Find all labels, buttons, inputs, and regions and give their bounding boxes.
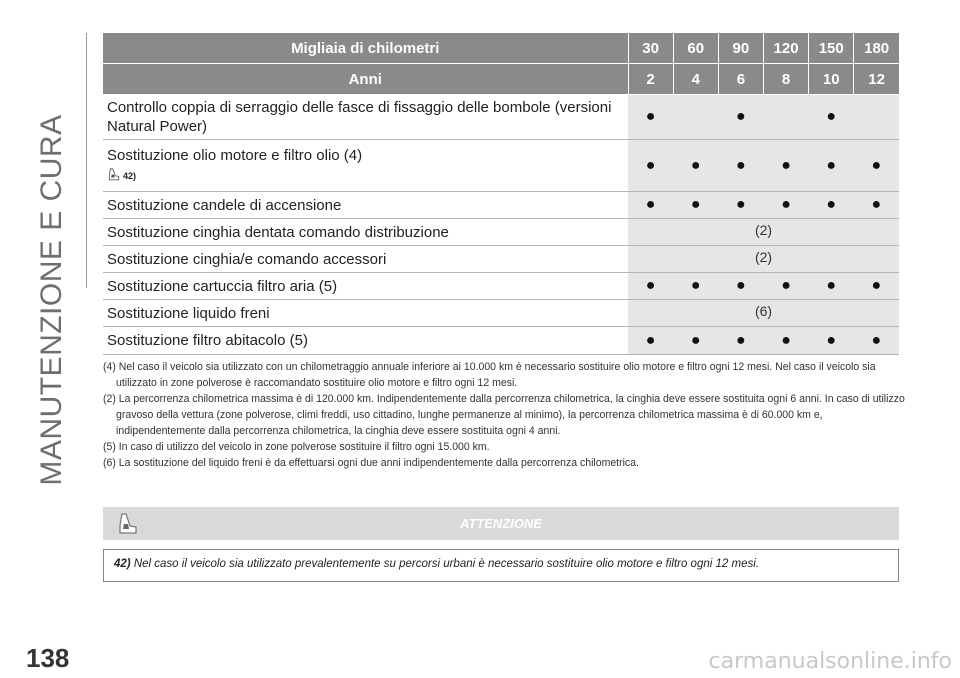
interval-dot: ● (854, 192, 899, 219)
header-row-years (103, 64, 899, 95)
table-row (103, 300, 899, 327)
interval-dot: ● (809, 192, 854, 219)
interval-dot: ● (854, 273, 899, 300)
row-label-text: Sostituzione cinghia dentata comando distribuzione (107, 223, 449, 241)
row-label (103, 219, 628, 246)
interval-dot: ● (854, 140, 899, 192)
interval-dot: ● (718, 192, 763, 219)
attention-title: ATTENZIONE (459, 516, 543, 531)
interval-dot: ● (718, 95, 763, 140)
header-years-value: 6 (718, 64, 763, 95)
row-label (103, 300, 628, 327)
interval-dot: ● (628, 140, 673, 192)
attention-text: Nel caso il veicolo sia utilizzato prevalentemente su percorsi urbani è necessario sostituire olio motore e filtro ogni 12 mesi. (133, 558, 759, 570)
interval-dot: ● (809, 95, 854, 140)
interval-dot: ● (809, 140, 854, 192)
table-row (103, 246, 899, 273)
interval-dot: ● (854, 327, 899, 355)
page-number: 138 (26, 643, 70, 673)
footnote-4: (4) Nel caso il veicolo sia utilizzato con un chilometraggio annuale inferiore ai 10.000 km è necessario sostituire olio motore e filtro ogni 12 mesi. Nel caso il veicolo sia utilizzato in zone polverose è raccomandato sostituire olio motore e filtro ogni 12 mesi. (103, 361, 876, 389)
row-label-text: Sostituzione olio motore e filtro olio (4) (107, 146, 363, 164)
interval-dot: ● (763, 192, 808, 219)
attention-ref: 42) (114, 558, 131, 570)
interval-note-cell: (2) (628, 246, 899, 273)
row-label (103, 327, 628, 355)
maintenance-table (103, 33, 899, 355)
header-km-value: 90 (718, 33, 763, 64)
header-km-value: 30 (628, 33, 673, 64)
interval-dot: ● (673, 140, 718, 192)
interval-dot: ● (763, 273, 808, 300)
header-years-value: 10 (809, 64, 854, 95)
table-row (103, 192, 899, 219)
interval-empty (763, 95, 808, 140)
header-years-label: Anni (103, 64, 628, 95)
interval-dot: ● (718, 140, 763, 192)
row-label-text: Sostituzione candele di accensione (107, 196, 342, 214)
attention-text-line (114, 558, 759, 570)
row-label-text: Sostituzione cartuccia filtro aria (5) (107, 277, 338, 295)
row-label-text: Controllo coppia di serraggio delle fasce di fissaggio delle bombole (versioni Natural Power) (107, 99, 612, 135)
header-km-value: 120 (763, 33, 808, 64)
footnote-5: (5) In caso di utilizzo del veicolo in zone polverose sostituire il filtro ogni 15.000 km. (103, 441, 490, 453)
interval-dot: ● (628, 273, 673, 300)
interval-dot: ● (718, 273, 763, 300)
interval-dot: ● (763, 140, 808, 192)
interval-empty (673, 95, 718, 140)
table-row (103, 327, 899, 355)
header-km-value: 150 (809, 33, 854, 64)
footnotes (103, 359, 905, 471)
header-years-value: 4 (673, 64, 718, 95)
row-label (103, 140, 628, 192)
interval-dot: ● (628, 192, 673, 219)
header-years-value: 2 (628, 64, 673, 95)
interval-dot: ● (673, 327, 718, 355)
header-km-value: 60 (673, 33, 718, 64)
row-reference (107, 165, 624, 186)
table-row (103, 140, 899, 192)
interval-dot: ● (763, 327, 808, 355)
table-row (103, 95, 899, 140)
interval-dot: ● (673, 192, 718, 219)
interval-dot: ● (718, 327, 763, 355)
header-row-km (103, 33, 899, 64)
interval-note-cell: (6) (628, 300, 899, 327)
row-label-text: Sostituzione liquido freni (107, 304, 270, 322)
table-row (103, 273, 899, 300)
header-years-value: 8 (763, 64, 808, 95)
interval-dot: ● (628, 95, 673, 140)
row-label (103, 192, 628, 219)
row-label (103, 246, 628, 273)
attention-header (103, 507, 899, 540)
row-label-text: Sostituzione cinghia/e comando accessori (107, 250, 387, 268)
interval-dot: ● (628, 327, 673, 355)
watermark: carmanualsonline.info (708, 649, 952, 674)
table-row (103, 219, 899, 246)
interval-note-cell: (2) (628, 219, 899, 246)
maintenance-section (103, 33, 905, 471)
side-divider (86, 33, 87, 288)
interval-dot: ● (809, 273, 854, 300)
header-km-value: 180 (854, 33, 899, 64)
interval-dot: ● (673, 273, 718, 300)
header-years-value: 12 (854, 64, 899, 95)
row-label-text: Sostituzione filtro abitacolo (5) (107, 332, 308, 349)
row-label (103, 95, 628, 140)
footnote-6: (6) La sostituzione del liquido freni è da effettuarsi ogni due anni indipendentemente dalla percorrenza chilometrica. (103, 457, 639, 469)
interval-dot: ● (809, 327, 854, 355)
side-chapter-title: MANUTENZIONE E CURA (35, 114, 68, 486)
attention-box (103, 549, 899, 582)
row-label (103, 273, 628, 300)
interval-empty (854, 95, 899, 140)
row-ref-label: 42) (123, 170, 137, 181)
header-km-label: Migliaia di chilometri (103, 33, 628, 64)
warning-hand-icon (107, 167, 121, 186)
footnote-2: (2) La percorrenza chilometrica massima è di 120.000 km. Indipendentemente dalla percorrenza chilometrica, la cinghia deve essere sostituita ogni 6 anni. In caso di utilizzo gravoso della vettura (zone polverose, climi freddi, uso cittadino, lunghe permanenze al minimo), la percorrenza chilometrica massima è di 60.000 km e, indipendentemente dalla percorrenza chilometrica, la cinghia deve essere sostituita ogni 4 anni. (103, 393, 905, 437)
